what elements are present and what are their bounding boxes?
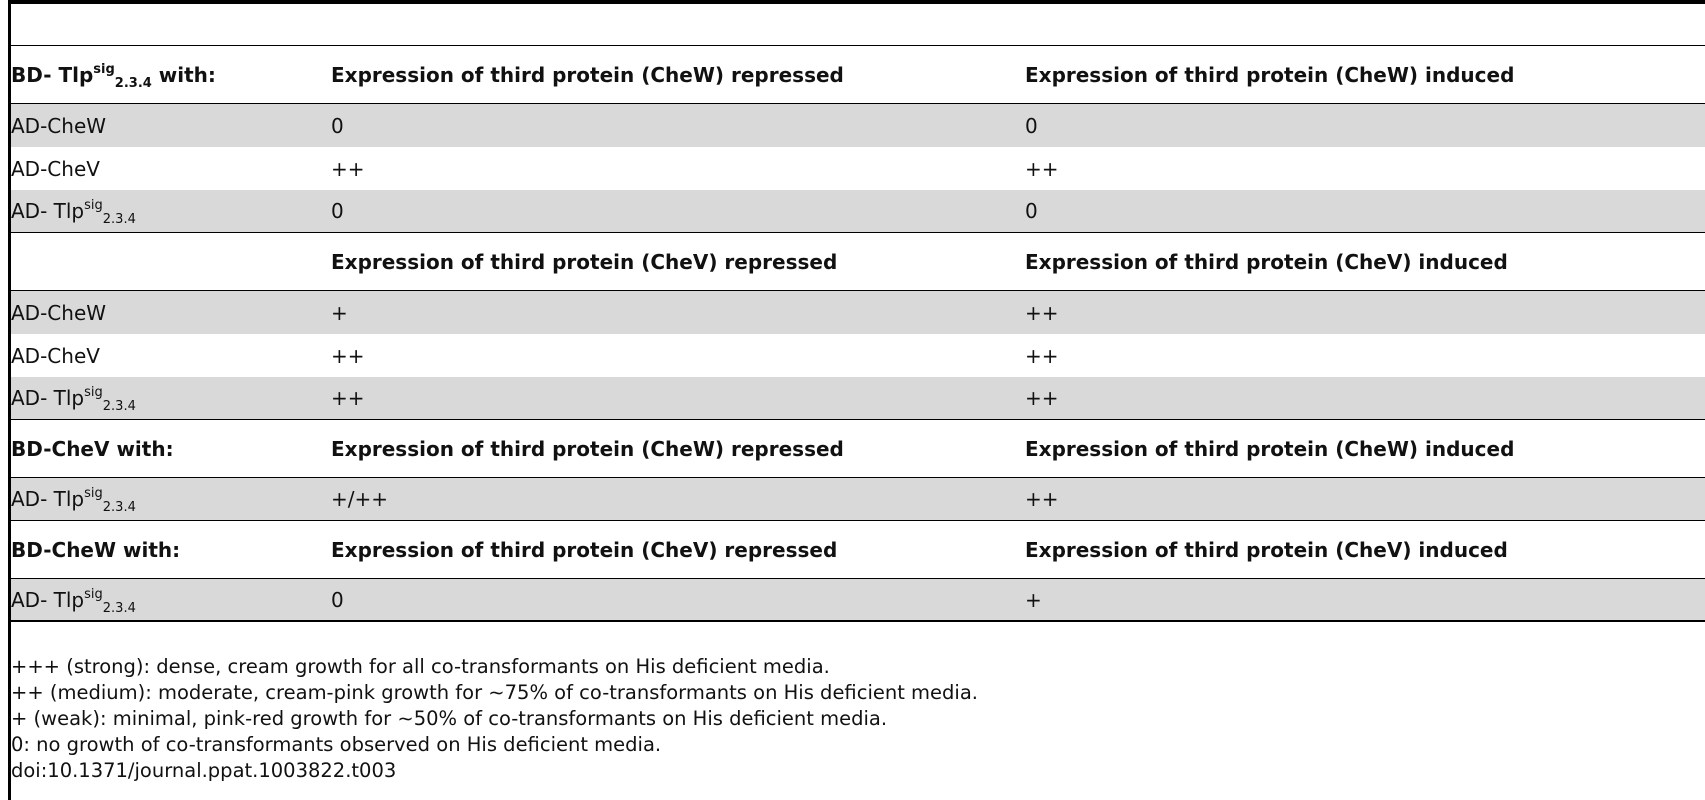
row-induced-value: 0 xyxy=(1025,113,1038,138)
row-induced-value: 0 xyxy=(1025,199,1038,223)
header-label: BD-CheW with: xyxy=(11,537,181,562)
header-label: BD- Tlp$^{sig}_{2.3.4}$ with: xyxy=(11,61,216,91)
row-repressed-value: +/++ xyxy=(331,487,389,511)
row-repressed-value: ++ xyxy=(331,386,365,410)
footnote-medium: ++ (medium): moderate, cream-pink growth for ∼75% of co-transformants on His deficient media. xyxy=(11,681,978,704)
row-label: AD-CheV xyxy=(11,156,100,181)
table-row xyxy=(11,104,1705,147)
row-repressed-value: 0 xyxy=(331,113,344,138)
row-repressed-value: ++ xyxy=(331,343,365,368)
header-col-repressed: Expression of third protein (CheV) repressed xyxy=(331,537,838,562)
header-col-repressed: Expression of third protein (CheV) repressed xyxy=(331,249,838,274)
row-repressed-value: 0 xyxy=(331,199,344,223)
table-row xyxy=(11,377,1705,420)
table-row xyxy=(11,190,1705,233)
row-label: AD- Tlp$^{sig}_{2.3.4}$ xyxy=(11,198,136,227)
table-row xyxy=(11,579,1705,622)
row-induced-value: ++ xyxy=(1025,156,1059,181)
row-repressed-value: + xyxy=(331,300,348,325)
row-induced-value: ++ xyxy=(1025,300,1059,325)
row-induced-value: ++ xyxy=(1025,343,1059,368)
header-col-induced: Expression of third protein (CheW) induced xyxy=(1025,436,1515,461)
footnote-weak: + (weak): minimal, pink-red growth for ∼50% of co-transformants on His deficient media. xyxy=(11,707,888,730)
table-header-row xyxy=(11,46,1705,104)
footnote-none: 0: no growth of co-transformants observed on His deficient media. xyxy=(11,733,662,756)
table-row xyxy=(11,478,1705,521)
table-header-row xyxy=(11,521,1705,579)
table-row xyxy=(11,147,1705,190)
row-repressed-value: 0 xyxy=(331,587,344,612)
row-induced-value: ++ xyxy=(1025,386,1059,410)
footnote-strong: +++ (strong): dense, cream growth for all co-transformants on His deficient media. xyxy=(11,655,830,678)
header-col-induced: Expression of third protein (CheW) induced xyxy=(1025,62,1515,87)
row-induced-value: ++ xyxy=(1025,487,1059,511)
table-row xyxy=(11,334,1705,377)
header-col-repressed: Expression of third protein (CheW) repressed xyxy=(331,62,844,87)
table-header-row xyxy=(11,233,1705,291)
row-induced-value: + xyxy=(1025,587,1042,612)
row-label: AD-CheW xyxy=(11,113,107,138)
top-border-rule xyxy=(8,0,1705,4)
row-label: AD-CheV xyxy=(11,343,100,368)
header-col-induced: Expression of third protein (CheV) induced xyxy=(1025,249,1508,274)
row-label: AD- Tlp$^{sig}_{2.3.4}$ xyxy=(11,385,136,414)
doi-reference: doi:10.1371/journal.ppat.1003822.t003 xyxy=(11,759,397,782)
row-label: AD- Tlp$^{sig}_{2.3.4}$ xyxy=(11,586,136,616)
header-col-repressed: Expression of third protein (CheW) repressed xyxy=(331,436,844,461)
row-repressed-value: ++ xyxy=(331,156,365,181)
table-footnotes xyxy=(11,654,978,784)
results-table xyxy=(11,45,1705,622)
row-label: AD-CheW xyxy=(11,300,107,325)
table-row xyxy=(11,291,1705,334)
header-col-induced: Expression of third protein (CheV) induced xyxy=(1025,537,1508,562)
table-header-row xyxy=(11,420,1705,478)
row-label: AD- Tlp$^{sig}_{2.3.4}$ xyxy=(11,486,136,515)
header-label: BD-CheV with: xyxy=(11,436,174,461)
